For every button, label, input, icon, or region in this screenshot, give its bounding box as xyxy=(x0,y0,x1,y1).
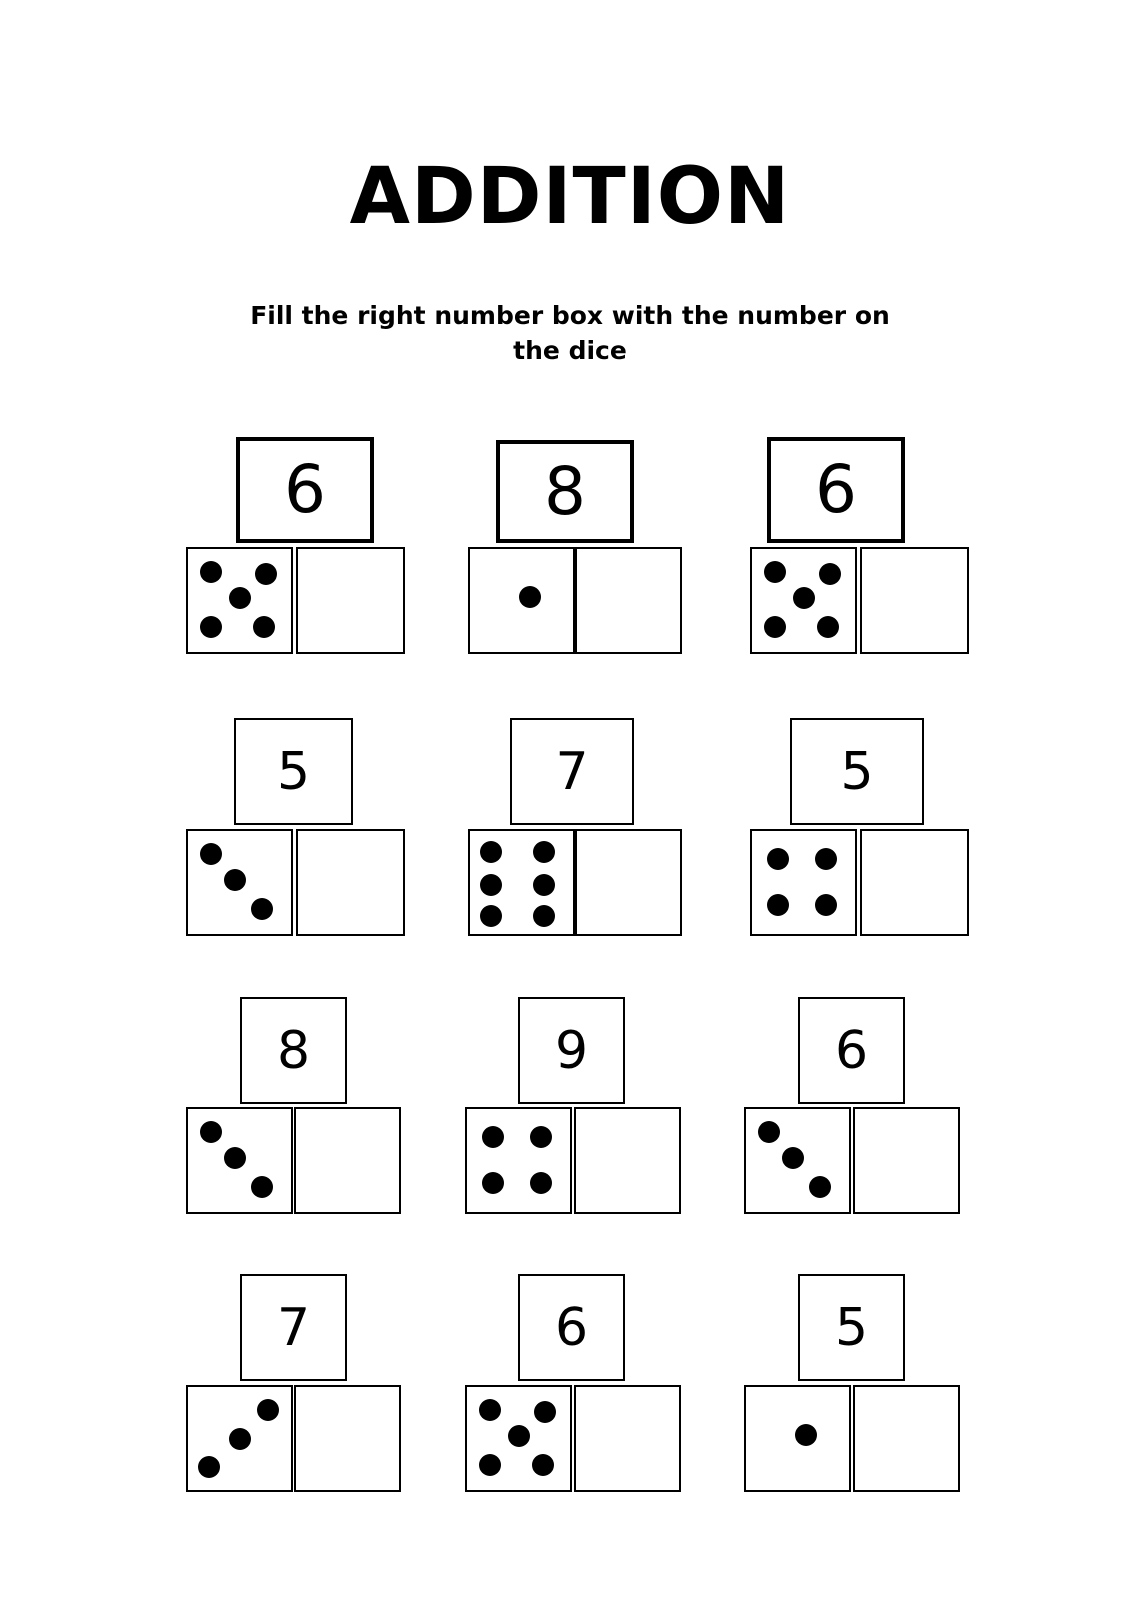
dice-pip xyxy=(224,1147,246,1169)
dice-pip xyxy=(200,616,222,638)
dice-pip xyxy=(479,1399,501,1421)
dice-pip xyxy=(819,563,841,585)
sum-box: 9 xyxy=(518,997,625,1104)
answer-box[interactable] xyxy=(575,547,682,654)
dice-pip xyxy=(795,1424,817,1446)
answer-box[interactable] xyxy=(296,547,405,654)
answer-box[interactable] xyxy=(853,1107,960,1214)
sum-box: 8 xyxy=(240,997,347,1104)
answer-box[interactable] xyxy=(575,829,682,936)
page-title: ADDITION xyxy=(349,152,791,242)
dice-face xyxy=(750,547,857,654)
dice-face xyxy=(465,1385,572,1492)
answer-box[interactable] xyxy=(296,829,405,936)
dice-pip xyxy=(767,894,789,916)
answer-box[interactable] xyxy=(294,1385,401,1492)
dice-pip xyxy=(809,1176,831,1198)
dice-face xyxy=(186,1385,293,1492)
dice-pip xyxy=(482,1126,504,1148)
dice-pip xyxy=(480,905,502,927)
dice-pip xyxy=(758,1121,780,1143)
dice-pip xyxy=(534,1401,556,1423)
dice-face xyxy=(750,829,857,936)
dice-pip xyxy=(479,1454,501,1476)
answer-box[interactable] xyxy=(860,829,969,936)
dice-pip xyxy=(530,1172,552,1194)
dice-face xyxy=(186,1107,293,1214)
dice-pip xyxy=(198,1456,220,1478)
dice-pip xyxy=(253,616,275,638)
dice-pip xyxy=(251,1176,273,1198)
dice-pip xyxy=(815,848,837,870)
instructions: Fill the right number box with the number on the dice xyxy=(250,301,890,365)
dice-face xyxy=(744,1107,851,1214)
dice-face xyxy=(744,1385,851,1492)
sum-box: 8 xyxy=(496,440,634,543)
dice-pip xyxy=(533,905,555,927)
sum-box: 5 xyxy=(790,718,924,825)
sum-box: 5 xyxy=(234,718,353,825)
dice-face xyxy=(186,547,293,654)
dice-pip xyxy=(224,869,246,891)
dice-pip xyxy=(764,616,786,638)
answer-box[interactable] xyxy=(294,1107,401,1214)
dice-face xyxy=(468,829,575,936)
dice-pip xyxy=(782,1147,804,1169)
dice-pip xyxy=(200,843,222,865)
dice-pip xyxy=(255,563,277,585)
dice-pip xyxy=(767,848,789,870)
dice-pip xyxy=(793,587,815,609)
sum-box: 6 xyxy=(798,997,905,1104)
dice-pip xyxy=(532,1454,554,1476)
dice-pip xyxy=(482,1172,504,1194)
sum-box: 7 xyxy=(240,1274,347,1381)
sum-box: 6 xyxy=(518,1274,625,1381)
dice-pip xyxy=(480,841,502,863)
dice-pip xyxy=(817,616,839,638)
dice-pip xyxy=(519,586,541,608)
dice-pip xyxy=(480,874,502,896)
dice-pip xyxy=(533,874,555,896)
dice-face xyxy=(186,829,293,936)
dice-pip xyxy=(229,587,251,609)
answer-box[interactable] xyxy=(574,1107,681,1214)
dice-pip xyxy=(251,898,273,920)
dice-face xyxy=(465,1107,572,1214)
answer-box[interactable] xyxy=(574,1385,681,1492)
dice-pip xyxy=(530,1126,552,1148)
dice-pip xyxy=(533,841,555,863)
dice-pip xyxy=(200,1121,222,1143)
sum-box: 5 xyxy=(798,1274,905,1381)
dice-pip xyxy=(229,1428,251,1450)
dice-face xyxy=(468,547,575,654)
dice-pip xyxy=(508,1425,530,1447)
dice-pip xyxy=(764,561,786,583)
answer-box[interactable] xyxy=(860,547,969,654)
sum-box: 6 xyxy=(236,437,374,543)
sum-box: 6 xyxy=(767,437,905,543)
dice-pip xyxy=(257,1399,279,1421)
answer-box[interactable] xyxy=(853,1385,960,1492)
dice-pip xyxy=(200,561,222,583)
dice-pip xyxy=(815,894,837,916)
sum-box: 7 xyxy=(510,718,634,825)
